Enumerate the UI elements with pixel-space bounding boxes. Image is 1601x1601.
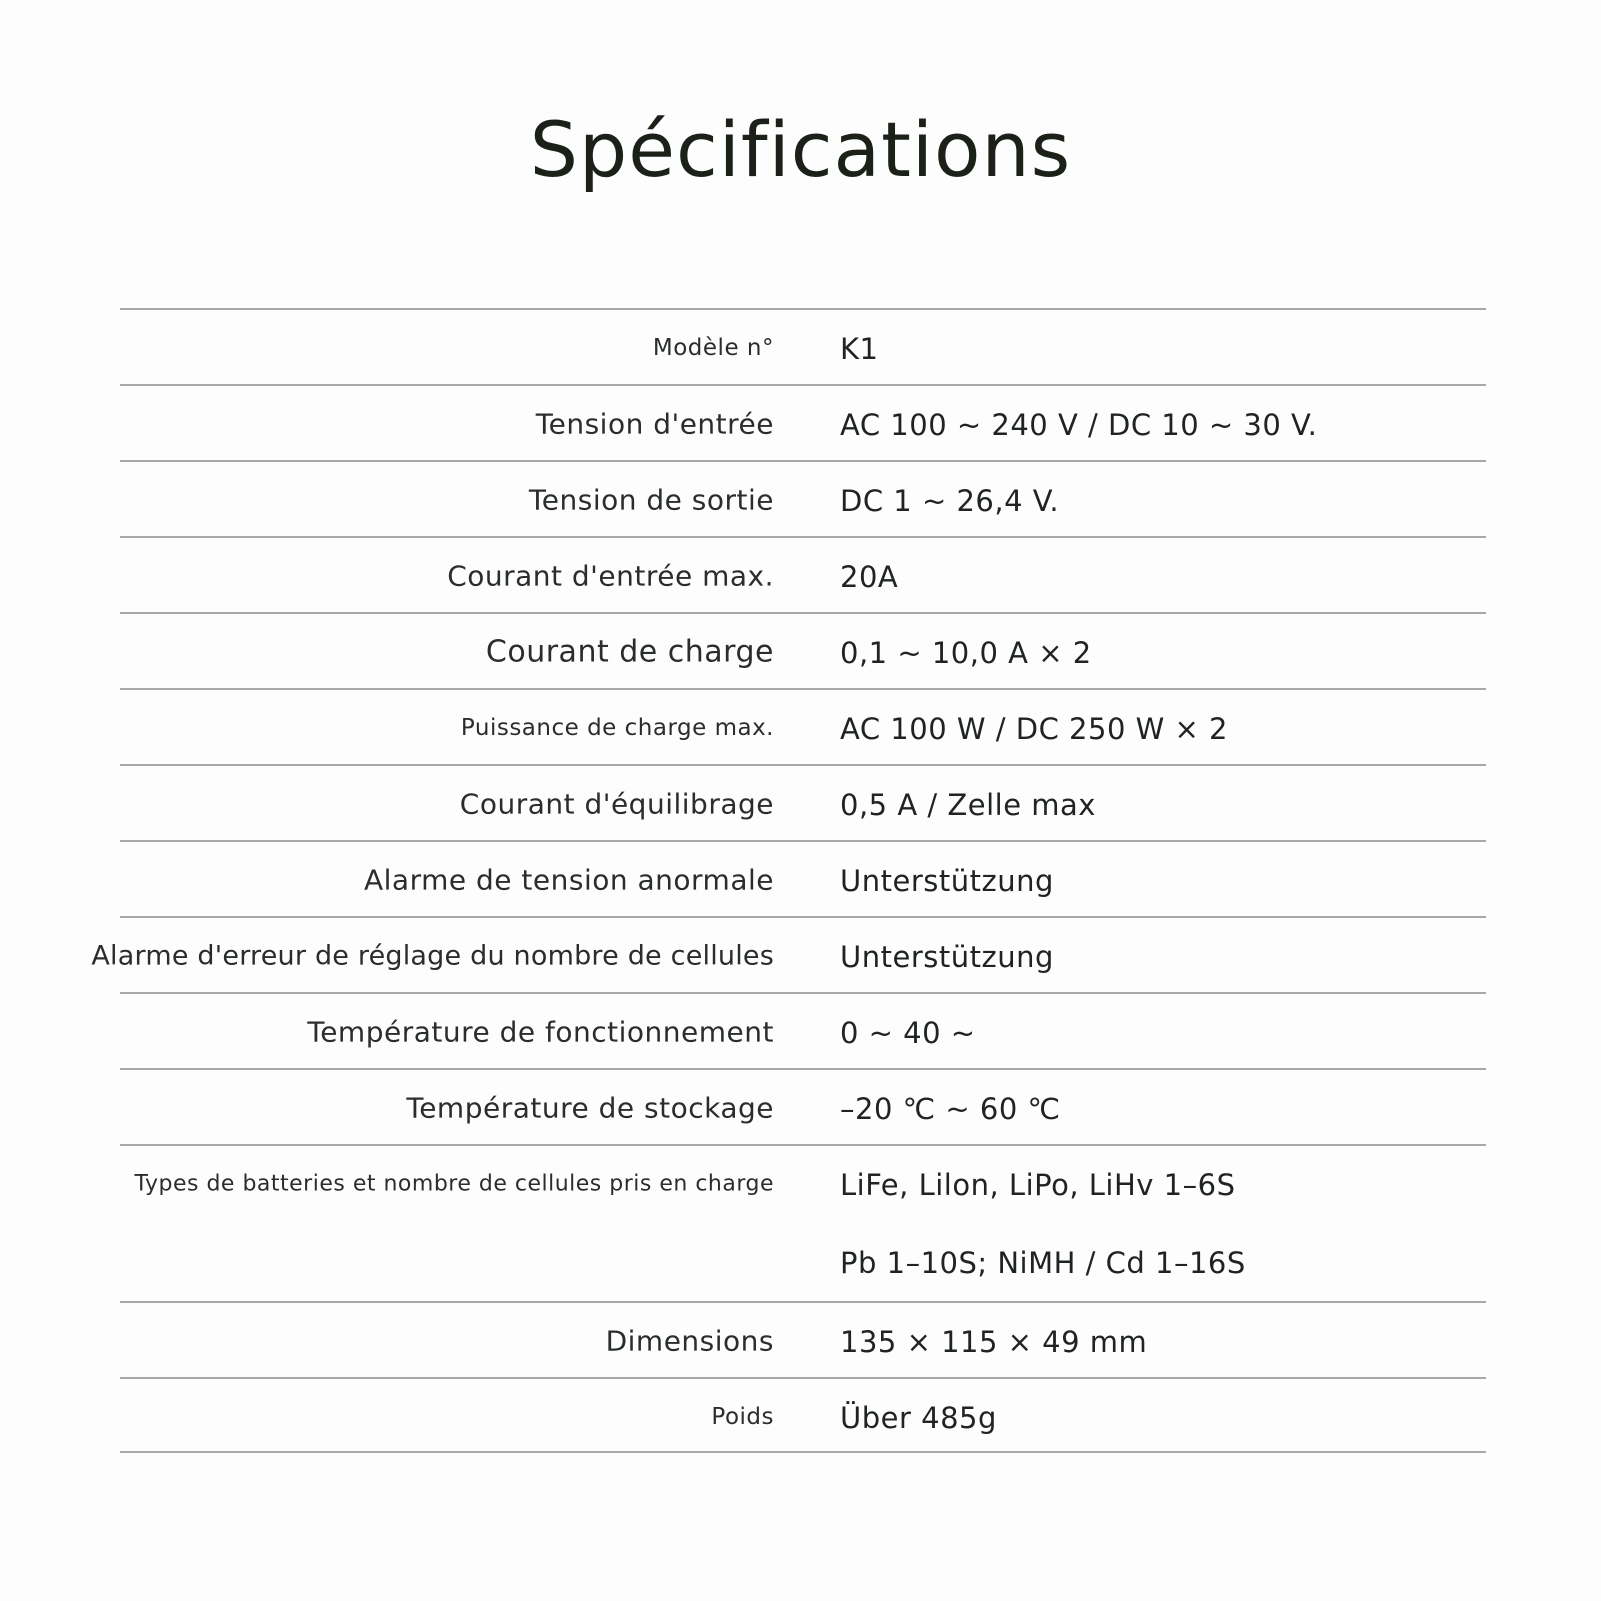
spec-label: Tension d'entrée (535, 407, 774, 441)
spec-table (0, 308, 1601, 1453)
spec-label: Alarme de tension anormale (363, 863, 774, 897)
spec-label: Alarme d'erreur de réglage du nombre de cellules (91, 940, 774, 972)
spec-value: 0,5 A / Zelle max (840, 788, 1096, 822)
spec-value: –20 ℃ ~ 60 ℃ (840, 1092, 1061, 1126)
spec-value: K1 (840, 332, 879, 366)
spec-value: LiFe, Lilon, LiPo, LiHv 1–6S (840, 1168, 1236, 1202)
spec-label: Température de fonctionnement (307, 1015, 774, 1049)
spec-label: Température de stockage (406, 1091, 774, 1125)
spec-row-storage-temperature (120, 1068, 1486, 1144)
spec-row-charge-current (120, 612, 1486, 688)
spec-label: Types de batteries et nombre de cellules pris en charge (134, 1171, 774, 1197)
spec-row-max-input-current (120, 536, 1486, 612)
spec-label: Courant de charge (485, 634, 774, 670)
spec-value: 20A (840, 560, 899, 594)
spec-row-balance-current (120, 764, 1486, 840)
spec-value: Über 485g (840, 1401, 997, 1435)
page-title: Spécifications (529, 105, 1072, 194)
spec-row-weight (120, 1377, 1486, 1453)
spec-label: Tension de sortie (528, 483, 774, 517)
spec-row-dimensions (120, 1301, 1486, 1377)
spec-value-line-2: Pb 1–10S; NiMH / Cd 1–16S (840, 1246, 1246, 1280)
spec-row-supported-batteries (120, 1144, 1486, 1301)
spec-row-abnormal-voltage-alarm (120, 840, 1486, 916)
spec-row-max-charge-power (120, 688, 1486, 764)
spec-label: Courant d'équilibrage (459, 787, 774, 821)
spec-value: 0 ~ 40 ~ (840, 1016, 976, 1050)
spec-row-model (120, 308, 1486, 384)
spec-label: Dimensions (605, 1324, 774, 1358)
spec-value: AC 100 W / DC 250 W × 2 (840, 712, 1228, 746)
spec-value: AC 100 ~ 240 V / DC 10 ~ 30 V. (840, 408, 1318, 442)
spec-label: Modèle n° (652, 335, 774, 361)
spec-value: Unterstützung (840, 864, 1054, 898)
spec-value: DC 1 ~ 26,4 V. (840, 484, 1060, 518)
spec-row-operating-temperature (120, 992, 1486, 1068)
spec-label: Poids (711, 1404, 774, 1430)
spec-value: Unterstützung (840, 940, 1054, 974)
spec-label: Courant d'entrée max. (447, 559, 774, 593)
spec-row-output-voltage (120, 460, 1486, 536)
spec-value: 0,1 ~ 10,0 A × 2 (840, 636, 1092, 670)
spec-row-input-voltage (120, 384, 1486, 460)
spec-label: Puissance de charge max. (460, 715, 774, 741)
spec-row-cell-count-error-alarm (91, 916, 1486, 992)
spec-value: 135 × 115 × 49 mm (840, 1325, 1148, 1359)
